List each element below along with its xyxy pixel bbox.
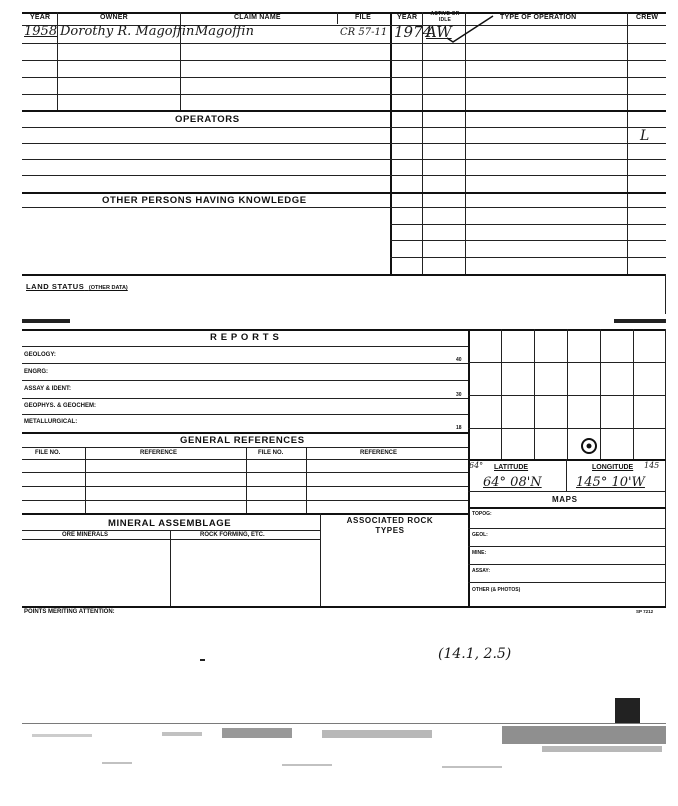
row-line: [390, 257, 666, 258]
scan-smudge: [22, 319, 70, 323]
row-line: [22, 207, 666, 208]
maps-mine: MINE:: [472, 550, 487, 556]
row-line: [468, 491, 666, 492]
report-num-18: 18: [456, 425, 462, 431]
lat-prefix: 64°: [469, 461, 484, 470]
row-line: [22, 380, 468, 381]
reports-title: R E P O R T S: [210, 332, 280, 343]
ref-col-file-no-2: FILE NO.: [258, 450, 284, 456]
entry-year-2: 1974: [394, 23, 433, 41]
col-header-file: FILE: [355, 14, 371, 21]
ore-minerals-label: ORE MINERALS: [62, 532, 109, 538]
dash-mark: [200, 659, 205, 661]
report-engrg: ENGRG:: [24, 369, 48, 375]
row-line: [468, 564, 666, 565]
row-line: [22, 363, 468, 364]
report-geology: GEOLOGY:: [24, 352, 56, 358]
report-geophys: GEOPHYS. & GEOCHEM:: [24, 403, 97, 409]
reports-top: [22, 329, 666, 331]
row-line: [22, 110, 666, 112]
row-line: [22, 539, 320, 540]
col-header-crew: CREW: [636, 14, 659, 21]
row-line: [22, 447, 468, 448]
row-line: [22, 192, 666, 194]
row-line: [22, 513, 468, 515]
check-mark-icon: [445, 14, 495, 44]
row-line: [468, 582, 666, 583]
associated-rock-types-title: ASSOCIATED ROCK TYPES: [346, 516, 434, 535]
row-line: [468, 507, 666, 509]
row-line: [390, 240, 666, 241]
maps-topog: TOPOG:: [472, 511, 492, 517]
row-line: [22, 486, 468, 487]
long-suffix: 145: [644, 461, 660, 470]
row-line: [22, 159, 666, 160]
row-line: [468, 546, 666, 547]
row-line: [468, 528, 666, 529]
col-header-claim-name: CLAIM NAME: [234, 14, 281, 21]
coordinates-note: (14.1, 2.5): [438, 646, 512, 662]
grid-line: [468, 362, 666, 363]
rock-forming-label: ROCK FORMING, ETC.: [200, 532, 265, 538]
col-header-owner: OWNER: [100, 14, 128, 21]
form-bottom: [22, 606, 666, 608]
points-meriting-attention: POINTS MERITING ATTENTION:: [24, 609, 115, 615]
grid-line: [600, 329, 601, 459]
grid-line: [468, 459, 666, 461]
maps-geol: GEOL:: [472, 532, 488, 538]
col-sep: [320, 513, 321, 606]
col-sep: [337, 12, 338, 24]
ref-col-file-no: FILE NO.: [35, 450, 61, 456]
ref-col-reference: REFERENCE: [140, 450, 178, 456]
longitude-value: 145° 10'W: [576, 475, 645, 490]
row-line: [390, 224, 666, 225]
form-code: SP 7212: [636, 609, 654, 614]
row-line: [22, 77, 666, 78]
row-line: [22, 346, 468, 347]
row-line: [22, 43, 666, 44]
maps-title: MAPS: [552, 495, 578, 504]
longitude-label: LONGITUDE: [592, 464, 634, 471]
col-header-type-of-operation: TYPE OF OPERATION: [500, 14, 577, 21]
black-square: [615, 698, 640, 723]
latitude-value: 64° 08'N: [483, 475, 542, 490]
entry-file: CR 57-11: [340, 27, 388, 38]
right-margin: [665, 274, 666, 314]
land-status-title: LAND STATUS: [26, 282, 85, 291]
grid-line: [468, 395, 666, 396]
row-line: [22, 143, 666, 144]
grid-line: [501, 329, 502, 459]
col-sep: [170, 530, 171, 606]
col-header-year-2: YEAR: [397, 14, 418, 21]
row-line: [22, 459, 468, 460]
land-status-label: [26, 276, 128, 294]
col-sep: [246, 447, 247, 513]
latitude-label: LATITUDE: [494, 464, 529, 471]
entry-claim-name: Magoffin: [195, 24, 254, 39]
row-line: [22, 414, 468, 415]
maps-other: OTHER (& PHOTOS): [472, 587, 521, 593]
col-header-active-idle: ACTIVE OR IDLE: [430, 11, 460, 23]
general-references-title: GENERAL REFERENCES: [180, 435, 305, 446]
col-sep: [306, 447, 307, 513]
col-header-year: YEAR: [30, 14, 51, 21]
location-target-icon: [580, 437, 598, 455]
row-line: [22, 500, 468, 501]
maps-assay: ASSAY:: [472, 568, 491, 574]
grid-line: [567, 329, 568, 459]
crew-mark: L: [640, 128, 650, 144]
row-line: [22, 432, 468, 434]
report-num-30: 30: [456, 392, 462, 398]
report-metallurgical: METALLURGICAL:: [24, 419, 78, 425]
grid-line: [633, 329, 634, 459]
row-line: [22, 175, 666, 176]
row-line: [22, 398, 468, 399]
grid-line: [468, 428, 666, 429]
row-line: [22, 530, 320, 531]
entry-owner: Dorothy R. Magoffin: [60, 24, 195, 39]
row-line: [22, 472, 468, 473]
grid-line: [534, 329, 535, 459]
entry-year: 1958: [24, 24, 58, 39]
other-persons-title: OTHER PERSONS HAVING KNOWLEDGE: [102, 195, 307, 206]
ref-col-reference-2: REFERENCE: [360, 450, 398, 456]
col-sep: [566, 459, 567, 491]
row-line: [22, 60, 666, 61]
scan-smudge: [614, 319, 666, 323]
operators-title: OPERATORS: [175, 114, 240, 125]
entry-status: AW: [426, 23, 452, 41]
land-status-sub: (OTHER DATA): [88, 285, 128, 291]
report-num-40: 40: [456, 357, 462, 363]
col-sep: [57, 12, 58, 110]
col-sep: [85, 447, 86, 513]
row-line: [22, 127, 666, 128]
scan-noise: [22, 724, 666, 774]
report-assay: ASSAY & IDENT:: [24, 386, 72, 392]
mineral-assemblage-title: MINERAL ASSEMBLAGE: [108, 518, 232, 529]
row-line: [22, 94, 666, 95]
